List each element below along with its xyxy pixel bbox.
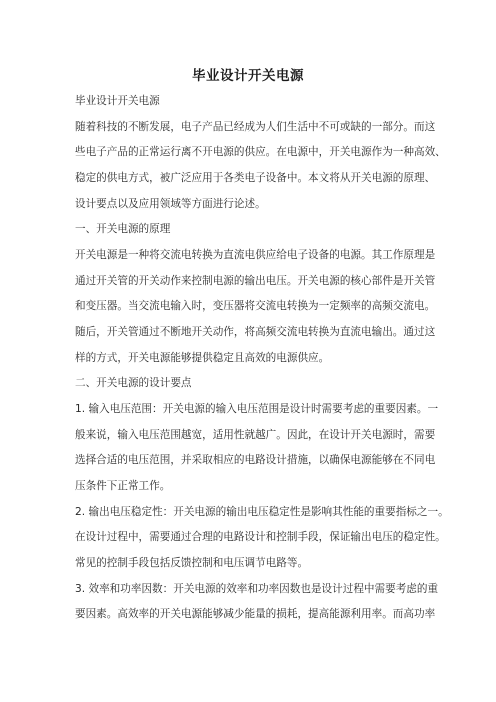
text-line: 通过开关管的开关动作来控制电源的输出电压。开关电源的核心部件是开关管 [75,275,436,287]
text-line: 常见的控制手段包括反馈控制和电压调节电路等。 [75,557,309,569]
text-line: 要因素。高效率的开关电源能够减少能量的损耗，提高能源利用率。而高功率 [75,608,436,620]
text-line: 些电子产品的正常运行离不开电源的供应。在电源中，开关电源作为一种高效、 [75,146,446,158]
text-line: 设计要点以及应用领域等方面进行论述。 [75,198,266,210]
text-line: 随着科技的不断发展，电子产品已经成为人们生活中不可或缺的一部分。而这 [75,121,436,133]
text-line: 2. 输出电压稳定性：开关电源的输出电压稳定性是影响其性能的重要指标之一。 [75,506,449,518]
text-line: 开关电源是一种将交流电转换为直流电供应给电子设备的电源。其工作原理是 [75,249,436,261]
text-line: 在设计过程中，需要通过合理的电路设计和控制手段，保证输出电压的稳定性。 [75,531,446,543]
document-title: 毕业设计开关电源 [192,68,304,84]
text-line: 选择合适的电压范围，并采取相应的电路设计措施，以确保电源能够在不同电 [75,454,436,466]
section-heading: 二、开关电源的设计要点 [75,377,192,389]
text-line: 和变压器。当交流电输入时，变压器将交流电转换为一定频率的高频交流电。 [75,300,436,312]
text-line: 随后，开关管通过不断地开关动作，将高频交流电转换为直流电输出。通过这 [75,326,436,338]
text-line: 般来说，输入电压范围越宽，适用性就越广。因此，在设计开关电源时，需要 [75,429,436,441]
text-line: 样的方式，开关电源能够提供稳定且高效的电源供应。 [75,352,330,364]
text-line: 毕业设计开关电源 [75,95,160,107]
text-line: 1. 输入电压范围：开关电源的输入电压范围是设计时需要考虑的重要因素。一 [75,403,439,415]
text-line: 压条件下正常工作。 [75,480,171,492]
text-line: 稳定的供电方式，被广泛应用于各类电子设备中。本文将从开关电源的原理、 [75,172,436,184]
section-heading: 一、开关电源的原理 [75,223,171,235]
text-line: 3. 效率和功率因数：开关电源的效率和功率因数也是设计过程中需要考虑的重 [75,583,439,595]
